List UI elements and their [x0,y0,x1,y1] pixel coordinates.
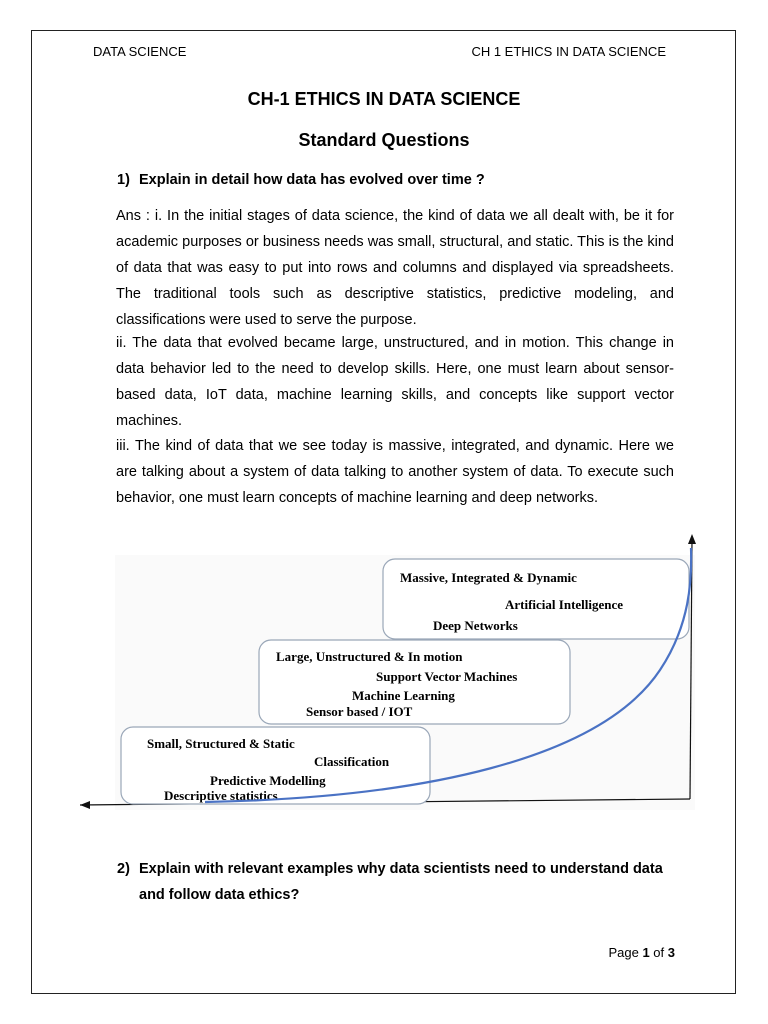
box-1-heading: Small, Structured & Static [147,736,295,751]
header-right: CH 1 ETHICS IN DATA SCIENCE [471,44,666,59]
page-middle: of [649,945,668,960]
question-1-text: Explain in detail how data has evolved over time ? [139,172,485,188]
page-prefix: Page [608,945,643,960]
x-axis-arrow [80,801,90,809]
page-current: 1 [642,945,650,960]
box-3-heading: Massive, Integrated & Dynamic [400,570,577,585]
page-number [608,945,675,960]
page-title: CH-1 ETHICS IN DATA SCIENCE [247,89,521,109]
box-2-item-1: Support Vector Machines [376,669,518,684]
data-evolution-diagram [0,530,768,820]
answer-paragraph-1: Ans : i. In the initial stages of data science, the kind of data we all dealt with, be it for academic purposes or business needs was small, structural, and static. This is the kind of data that was easy to put into rows and columns and displayed via spreadsheets. The traditional tools such as descriptive statistics, predictive modeling, and classifications were used to serve the purpose. [116,208,674,328]
question-2-text: Explain with relevant examples why data scientists need to understand data and follow data ethics? [139,861,663,903]
page-subtitle: Standard Questions [298,130,470,150]
question-2-number: 2) [117,861,130,877]
answer-paragraph-2: ii. The data that evolved became large, unstructured, and in motion. This change in data behavior led to the need to develop skills. Here, one must learn about sensor-based data, IoT data, machine learning skills, and concepts like support vector machines. [116,335,674,429]
box-2-item-2: Machine Learning [352,688,455,703]
box-3-item-1: Artificial Intelligence [505,597,624,612]
box-2-heading: Large, Unstructured & In motion [276,649,463,664]
question-1 [117,167,687,193]
box-2-item-3: Sensor based / IOT [306,704,413,719]
box-1-item-2: Predictive Modelling [210,773,326,788]
page-total: 3 [667,945,675,960]
answer-paragraph-3: iii. The kind of data that we see today is massive, integrated, and dynamic. Here we are talking about a system of data talking to another system of data. To execute such behavior, one must learn concepts of machine learning and deep networks. [116,438,674,506]
header-left: DATA SCIENCE [93,44,187,59]
y-axis-arrow [688,534,696,544]
box-3-item-2: Deep Networks [433,618,518,633]
question-1-number: 1) [117,172,130,188]
question-2 [117,856,687,908]
box-1-item-1: Classification [314,754,390,769]
box-1-item-3: Descriptive statistics [164,788,278,803]
